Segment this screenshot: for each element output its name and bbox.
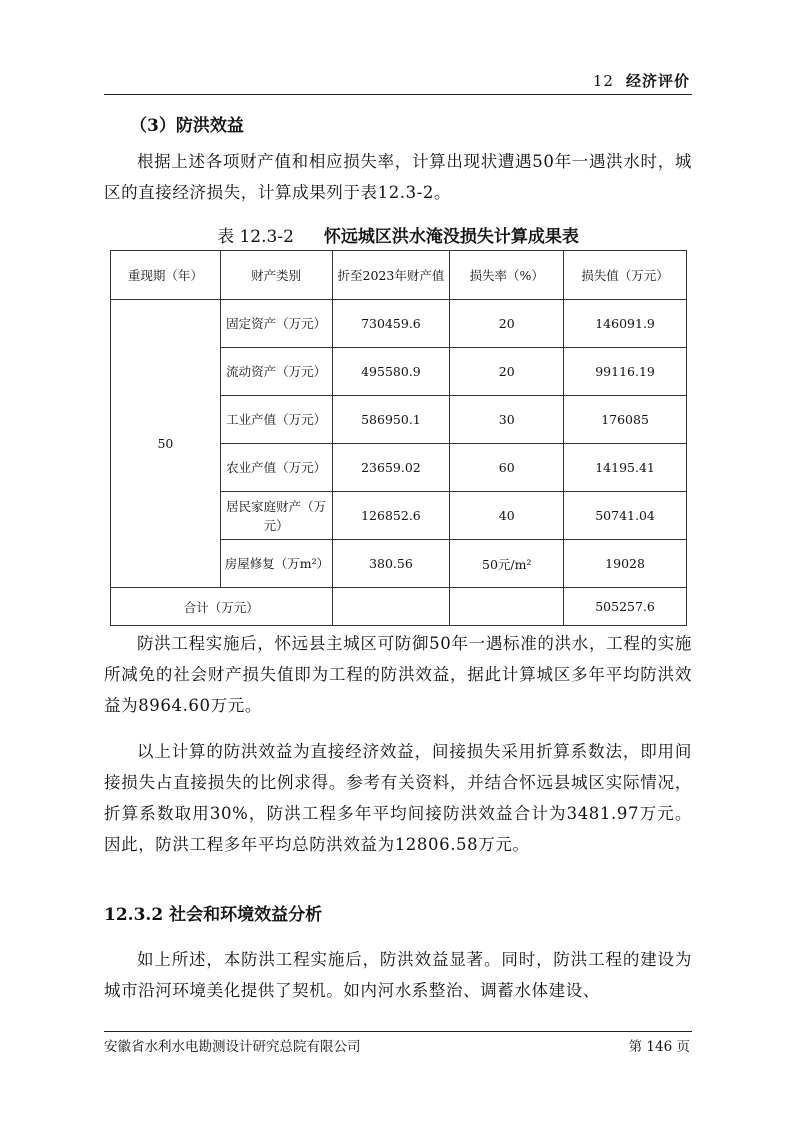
category-cell: 流动资产（万元）: [220, 348, 332, 396]
loss-cell: 99116.19: [564, 348, 687, 396]
footer-organization: 安徽省水利水电勘测设计研究总院有限公司: [104, 1039, 361, 1055]
category-cell: 房屋修复（万m²）: [220, 540, 332, 588]
table-caption: [104, 222, 692, 247]
paragraph-indirect-benefit: 以上计算的防洪效益为直接经济效益，间接损失采用折算系数法，即用间接损失占直接损失的比例求得。参考有关资料，并结合怀远县城区实际情况，折算系数取用30%，防洪工程多年平均间接防洪效益合计为3481.97万元。因此，防洪工程多年平均总防洪效益为12806.58万元。: [104, 742, 692, 854]
rate-cell: 20: [450, 348, 564, 396]
header-rule: [104, 94, 692, 95]
value-cell: 23659.02: [332, 444, 450, 492]
value-cell: 586950.1: [332, 396, 450, 444]
footer-page-number: 第 146 页: [628, 1039, 690, 1055]
loss-cell: 19028: [564, 540, 687, 588]
table-row: [111, 300, 687, 348]
section-heading: 12.3.2 社会和环境效益分析: [104, 905, 323, 925]
paragraph-flood-benefit: 防洪工程实施后，怀远县主城区可防御50年一遇标准的洪水，工程的实施所减免的社会财产损失值即为工程的防洪效益，据此计算城区多年平均防洪效益为8964.60万元。: [104, 634, 692, 715]
header-period: 重现期（年）: [111, 251, 221, 300]
table-header-row: [111, 251, 687, 300]
header-text: [593, 70, 690, 91]
loss-cell: 146091.9: [564, 300, 687, 348]
table-caption-title: 怀远城区洪水淹没损失计算成果表: [323, 227, 579, 247]
chapter-number: 12: [592, 72, 614, 90]
category-cell: 固定资产（万元）: [220, 300, 332, 348]
category-cell: 农业产值（万元）: [220, 444, 332, 492]
chapter-title: 经济评价: [625, 72, 690, 90]
category-cell: 工业产值（万元）: [220, 396, 332, 444]
loss-cell: 176085: [564, 396, 687, 444]
value-cell: 380.56: [332, 540, 450, 588]
header-rate: 损失率（%）: [450, 251, 564, 300]
value-cell: 126852.6: [332, 492, 450, 540]
loss-cell: 50741.04: [564, 492, 687, 540]
rate-cell: 20: [450, 300, 564, 348]
rate-cell: 30: [450, 396, 564, 444]
value-cell: 495580.9: [332, 348, 450, 396]
loss-table: [110, 250, 687, 626]
paragraph-social-benefit: 如上所述，本防洪工程实施后，防洪效益显著。同时，防洪工程的建设为城市沿河环境美化提供了契机。如内河水系整治、调蓄水体建设、: [104, 950, 692, 1000]
rate-cell: 60: [450, 444, 564, 492]
table-total-row: [111, 588, 687, 626]
total-empty-cell: [332, 588, 450, 626]
table-caption-number: 表 12.3-2: [217, 227, 294, 247]
total-loss-cell: 505257.6: [564, 588, 687, 626]
rate-cell: 40: [450, 492, 564, 540]
header-value: 折至2023年财产值: [332, 251, 450, 300]
total-label-cell: 合计（万元）: [111, 588, 333, 626]
footer-rule: [104, 1031, 692, 1032]
intro-paragraph: 根据上述各项财产值和相应损失率，计算出现状遭遇50年一遇洪水时，城区的直接经济损失，计算成果列于表12.3-2。: [104, 152, 692, 202]
subsection-title: （3）防洪效益: [130, 116, 244, 136]
loss-cell: 14195.41: [564, 444, 687, 492]
category-cell: 居民家庭财产（万元）: [220, 492, 332, 540]
header-loss: 损失值（万元）: [564, 251, 687, 300]
period-cell: 50: [111, 300, 221, 588]
header-category: 财产类别: [220, 251, 332, 300]
value-cell: 730459.6: [332, 300, 450, 348]
rate-cell: 50元/m²: [450, 540, 564, 588]
total-empty-cell: [450, 588, 564, 626]
